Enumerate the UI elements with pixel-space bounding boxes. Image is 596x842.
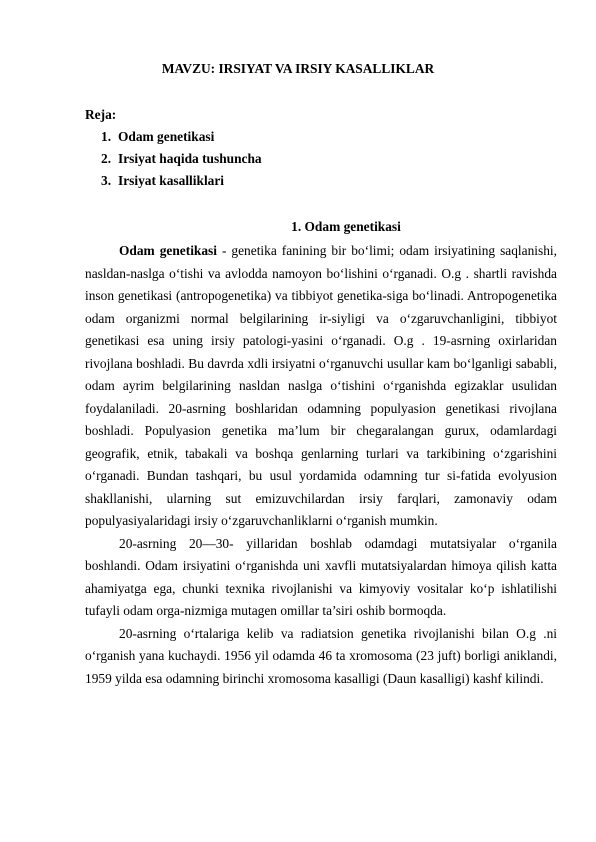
- plan-item-text: Odam genetikasi: [118, 129, 215, 144]
- plan-list: [101, 126, 262, 192]
- paragraph: [85, 240, 557, 533]
- plan-heading: Reja:: [85, 107, 117, 122]
- paragraph: 20-asrning o‘rtalariga kelib va radiatsion genetika rivojlanishi bilan O.g .ni o‘rganish yana kuchaydi. 1956 yil odamda 46 ta xromosoma (23 juft) borligi aniklandi, 1959 yilda esa odamning birinchi xromosoma kasalligi (Daun kasalligi) kashf kilindi.: [85, 625, 557, 686]
- plan-item-number: 2.: [101, 151, 112, 166]
- paragraph-text: - genetika fanining bir bo‘limi; odam irsiyatining saqlanishi, nasldan-naslga o‘tishi va avlodda namoyon bo‘lishini o‘rganadi. O.g . shartli ravishda inson genetikasi (antropogenetika) va tibbiyot genetika-siga bo‘linadi. Antropogenetika odam organizmi normal belgilarining ir-siyligi va o‘zgaruvchanligini, tibbiyot genetikasi esa uning irsiy patologi-yasini o‘rganadi. O.g . 19-asrning oxirlaridan rivojlana boshladi. Bu davrda xdli irsiyatni o‘rganuvchi usullar kam bo‘lganligi sababli, odam ayrim belgilarining nasldan naslga o‘tishini o‘rganishda egizaklar usulidan foydalaniladi. 20-asrning boshlaridan odamning populyasion genetikasi rivojlana boshladi. Populyasion genetika ma’lum bir chegaralangan gurux, odamlardagi geografik, etnik, tabakali va boshqa genlarning turlari va tarkibining o‘zgarishini o‘rganadi. Bundan tashqari, bu usul yordamida odamning tur si-fatida evolyusion shakllanishi, ularning sut emizuvchilardan irsiy farqlari, zamonaviy odam populyasiyalaridagi irsiy o‘zgaruvchanliklarni o‘rganish mumkin.: [85, 243, 557, 528]
- plan-item: [101, 148, 262, 170]
- defined-term: Odam genetikasi: [119, 243, 217, 258]
- plan-item-number: 1.: [101, 129, 112, 144]
- section-body: [85, 240, 557, 690]
- plan-item-text: Irsiyat kasalliklari: [118, 173, 225, 188]
- document-title: MAVZU: IRSIYAT VA IRSIY KASALLIKLAR: [161, 61, 435, 76]
- section-heading: 1. Odam genetikasi: [291, 219, 401, 234]
- plan-item-number: 3.: [101, 173, 112, 188]
- plan-item-text: Irsiyat haqida tushuncha: [118, 151, 262, 166]
- plan-item: [101, 170, 262, 192]
- plan-item: [101, 126, 262, 148]
- paragraph: 20-asrning 20—30- yillaridan boshlab odamdagi mutatsiyalar o‘rganila boshlandi. Odam irsiyatini o‘rganishda uni xavfli mutatsiyalardan himoya qilish katta ahamiyatga ega, chunki texnika rivojlanishi va kimyoviy vositalar ko‘p ishlatilishi tufayli odam orga-nizmiga mutagen omillar ta’siri oshib bormoqda.: [85, 535, 557, 618]
